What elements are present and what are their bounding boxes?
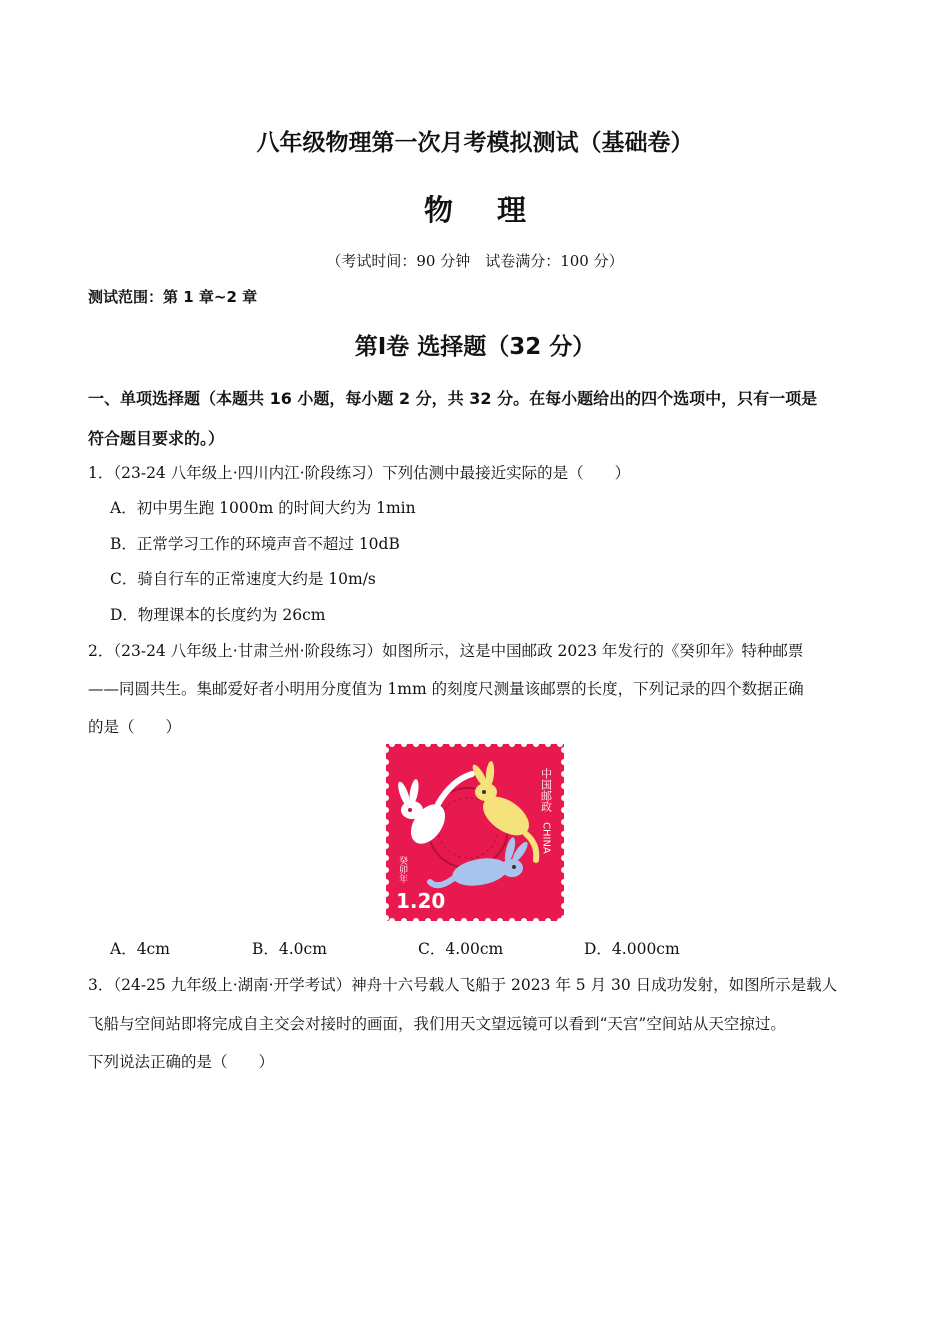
question-2-option-c: C．4.00cm — [418, 940, 504, 958]
test-scope: 测试范围：第 1 章~2 章 — [88, 288, 258, 306]
stamp-graphic — [386, 744, 564, 921]
section-title: 第Ⅰ卷 选择题（32 分） — [354, 334, 596, 360]
stamp-country-text: 中国邮政 — [539, 768, 553, 812]
document-title: 八年级物理第一次月考模拟测试（基础卷） — [256, 130, 694, 156]
question-1-option-c: C．骑自行车的正常速度大约是 10m/s — [110, 570, 376, 588]
part-instructions-line1: 一、单项选择题（本题共 16 小题，每小题 2 分，共 32 分。在每小题给出的四个选项中，只有一项是 — [88, 389, 818, 408]
question-2-option-b: B．4.0cm — [252, 940, 327, 958]
stamp-country-en-text: CHINA — [540, 822, 552, 854]
question-1-stem: 1．（23-24 八年级上·四川内江·阶段练习）下列估测中最接近实际的是（ ） — [88, 464, 631, 482]
subject-heading: 物理 — [423, 193, 570, 227]
stamp-value-text: 1.20 — [396, 889, 446, 913]
question-1-option-d: D．物理课本的长度约为 26cm — [110, 606, 326, 624]
question-2-stem-line1: 2．（23-24 八年级上·甘肃兰州·阶段练习）如图所示，这是中国邮政 2023 年发行的《癸卯年》特种邮票 — [88, 642, 804, 660]
question-2-stem-line3: 的是（ ） — [88, 718, 182, 736]
question-2-stem-line2: ——同圆共生。集邮爱好者小明用分度值为 1mm 的刻度尺测量该邮票的长度，下列记录的四个数据正确 — [88, 680, 804, 698]
question-2-option-d: D．4.000cm — [584, 940, 680, 958]
question-1-option-b: B．正常学习工作的环境声音不超过 10dB — [110, 535, 400, 553]
question-1-option-a: A．初中男生跑 1000m 的时间大约为 1min — [110, 499, 416, 517]
question-2-option-a: A．4cm — [110, 940, 170, 958]
rabbit-stamp-image — [386, 744, 564, 921]
stamp-name-text: 癸卯年 — [397, 856, 407, 883]
question-3-stem-line3: 下列说法正确的是（ ） — [88, 1053, 275, 1071]
part-instructions-line2: 符合题目要求的。） — [88, 429, 225, 448]
question-3-stem-line1: 3．（24-25 九年级上·湖南·开学考试）神舟十六号载人飞船于 2023 年 5 月 30 日成功发射，如图所示是载人 — [88, 976, 838, 994]
question-3-stem-line2: 飞船与空间站即将完成自主交会对接时的画面，我们用天文望远镜可以看到“天宫”空间站从天空掠过。 — [88, 1015, 786, 1033]
exam-info: （考试时间：90 分钟 试卷满分：100 分） — [326, 252, 624, 270]
